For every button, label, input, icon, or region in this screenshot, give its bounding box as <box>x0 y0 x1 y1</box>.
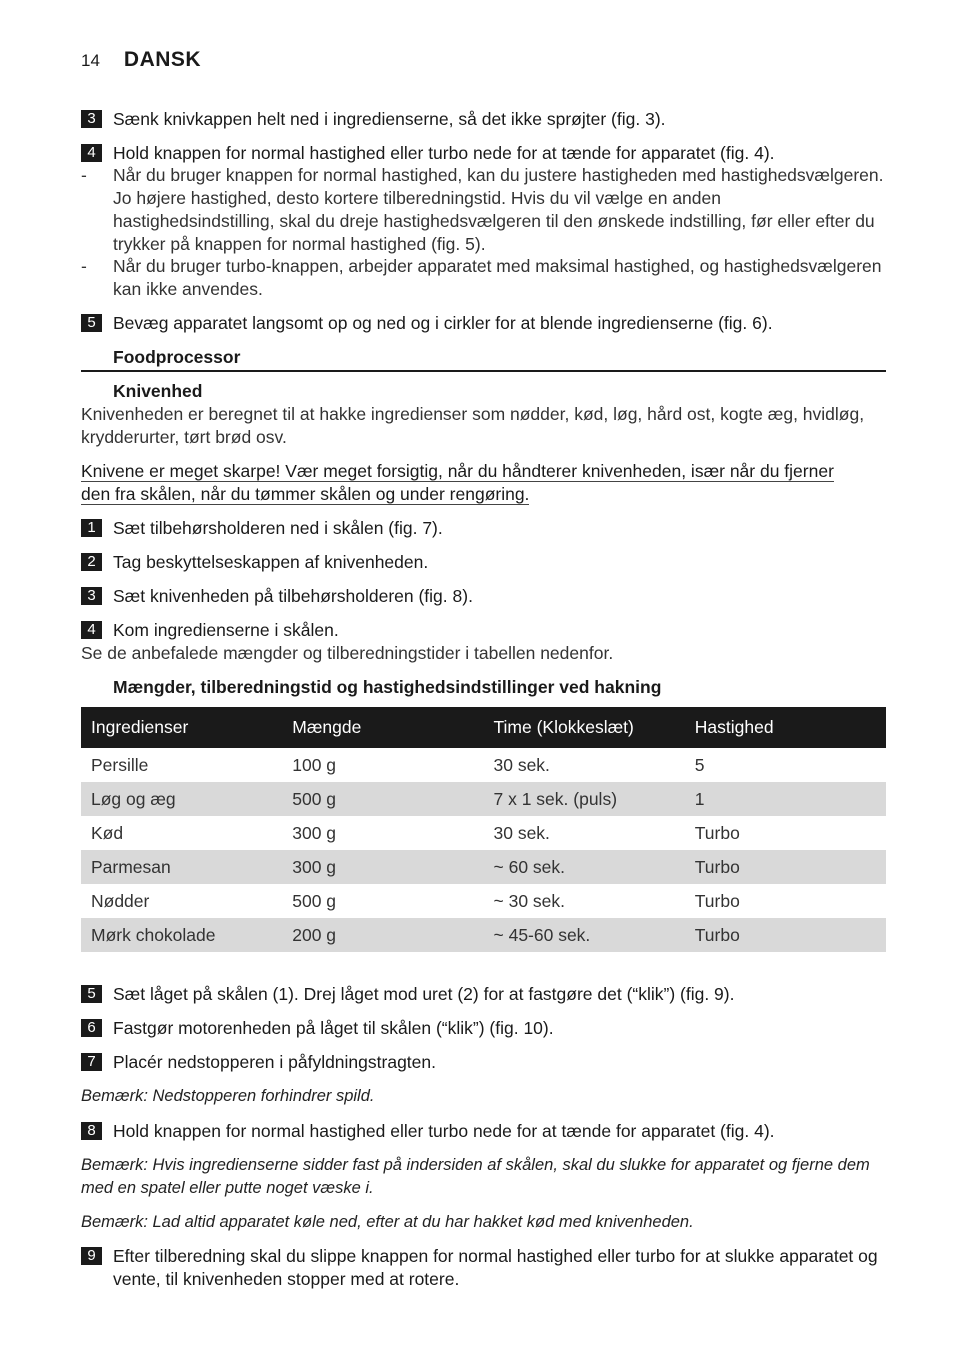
table-cell: 200 g <box>282 918 483 952</box>
step-item <box>81 551 886 574</box>
step-item <box>81 1017 886 1040</box>
table-cell: Persille <box>91 754 149 775</box>
table-cell: 300 g <box>282 850 483 884</box>
table-row <box>81 918 886 952</box>
table-cell: Nødder <box>91 890 150 911</box>
table-row <box>81 782 886 816</box>
step-item <box>81 1245 886 1291</box>
warning-line-2: den fra skålen, når du tømmer skålen og under rengøring. <box>81 484 530 504</box>
settings-table <box>81 707 886 952</box>
table-cell: 30 sek. <box>493 822 550 843</box>
step-number: 8 <box>81 1122 102 1140</box>
table-cell: Turbo <box>685 918 886 952</box>
step-number: 4 <box>81 144 102 162</box>
step-text: Placér nedstopperen i påfyldningstragten. <box>113 1052 436 1072</box>
table-cell: 100 g <box>292 754 337 775</box>
step-item <box>81 142 886 165</box>
note-text: Bemærk: Hvis ingredienserne sidder fast på indersiden af skålen, skal du slukke for apparatet og fjerne dem med en spatel eller putte noget væske i. <box>81 1156 870 1197</box>
table-cell: Turbo <box>685 850 886 884</box>
step-note: Se de anbefalede mængder og tilberedningstider i tabellen nedenfor. <box>81 643 614 663</box>
table-header-cell: Mængde <box>282 707 483 748</box>
step-number: 9 <box>81 1247 102 1265</box>
bullet-item <box>81 164 886 256</box>
bullet-text: Når du bruger knappen for normal hastighed, kan du justere hastigheden med hastighedsvælgeren. Jo højere hastighed, desto kortere tilberedningstid. Hvis du vil vælge en anden hastighedsindstilling, skal du dreje hastighedsvælgeren til den ønskede indstilling, før eller efter du trykker på knappen for normal hastighed (fig. 5). <box>113 165 884 254</box>
table-header-cell: Time (Klokkeslæt) <box>484 707 685 748</box>
step-number: 1 <box>81 519 102 537</box>
step-text: Kom ingredienserne i skålen. <box>113 620 339 640</box>
table-title: Mængder, tilberedningstid og hastighedsindstillinger ved hakning <box>113 677 662 697</box>
step-text: Sæt tilbehørsholderen ned i skålen (fig. 7). <box>113 518 443 538</box>
language-heading: DANSK <box>123 48 202 71</box>
step-number: 7 <box>81 1053 102 1071</box>
page-number: 14 <box>81 51 100 70</box>
step-item <box>81 983 886 1006</box>
note-text: Bemærk: Nedstopperen forhindrer spild. <box>81 1087 375 1105</box>
table-cell: Mørk chokolade <box>81 918 282 952</box>
warning-text <box>81 460 886 506</box>
step-item <box>81 108 886 131</box>
table-cell: ~ 30 sek. <box>493 890 566 911</box>
step-item <box>81 517 886 540</box>
section-title: Foodprocessor <box>113 347 241 367</box>
table-row <box>81 816 886 850</box>
table-cell: Turbo <box>694 822 740 843</box>
table-row <box>81 884 886 918</box>
table-cell: 300 g <box>292 822 337 843</box>
step-text: Tag beskyttelseskappen af knivenheden. <box>113 552 429 572</box>
note-text: Bemærk: Lad altid apparatet køle ned, efter at du har hakket kød med knivenheden. <box>81 1213 694 1231</box>
step-number: 2 <box>81 553 102 571</box>
table-cell: 500 g <box>282 782 483 816</box>
table-cell: Parmesan <box>81 850 282 884</box>
step-text: Bevæg apparatet langsomt op og ned og i cirkler for at blende ingredienserne (fig. 6). <box>113 313 773 333</box>
table-header-row <box>81 707 886 748</box>
step-number: 5 <box>81 314 102 332</box>
table-cell: 1 <box>685 782 886 816</box>
step-text: Fastgør motorenheden på låget til skålen (“klik”) (fig. 10). <box>113 1018 554 1038</box>
table-cell: Turbo <box>694 890 740 911</box>
step-text: Sæt låget på skålen (1). Drej låget mod uret (2) for at fastgøre det (“klik”) (fig. 9). <box>113 984 735 1004</box>
step-number: 5 <box>81 985 102 1003</box>
bullet-dash: - <box>81 256 87 276</box>
table-header-cell: Hastighed <box>685 707 886 748</box>
step-text: Hold knappen for normal hastighed eller turbo nede for at tænde for apparatet (fig. 4). <box>113 1121 775 1141</box>
table-cell: 7 x 1 sek. (puls) <box>484 782 685 816</box>
step-item <box>81 312 886 335</box>
step-item <box>81 1051 886 1074</box>
table-cell: Løg og æg <box>81 782 282 816</box>
step-text: Hold knappen for normal hastighed eller turbo nede for at tænde for apparatet (fig. 4). <box>113 143 775 163</box>
bullet-item <box>81 255 886 301</box>
table-cell: Kød <box>91 822 124 843</box>
step-number: 6 <box>81 1019 102 1037</box>
step-text: Efter tilberedning skal du slippe knappen for normal hastighed eller turbo for at slukke apparatet og vente, til knivenheden stopper med at rotere. <box>113 1246 878 1289</box>
table-cell: 30 sek. <box>493 754 550 775</box>
step-text: Sæt knivenheden på tilbehørsholderen (fig. 8). <box>113 586 473 606</box>
warning-line-1: Knivene er meget skarpe! Vær meget forsigtig, når du håndterer knivenheden, især når du fjerner <box>81 461 834 481</box>
table-cell: ~ 60 sek. <box>484 850 685 884</box>
table-cell: 500 g <box>292 890 337 911</box>
step-number: 3 <box>81 587 102 605</box>
table-cell: 5 <box>694 754 705 775</box>
step-item <box>81 619 886 642</box>
intro-paragraph: Knivenheden er beregnet til at hakke ingredienser som nødder, kød, løg, hård ost, kogte æg, hvidløg, krydderurter, tørt brød osv. <box>81 404 865 447</box>
section-divider <box>81 370 886 372</box>
subsection-title: Knivenhed <box>113 381 203 401</box>
bullet-dash: - <box>81 165 87 185</box>
page-header <box>81 48 201 72</box>
bullet-text: Når du bruger turbo-knappen, arbejder apparatet med maksimal hastighed, og hastighedsvælgeren kan ikke anvendes. <box>113 256 882 299</box>
table-row <box>81 748 886 782</box>
step-text: Sænk knivkappen helt ned i ingredienserne, så det ikke sprøjter (fig. 3). <box>113 109 666 129</box>
table-cell: ~ 45-60 sek. <box>484 918 685 952</box>
step-number: 3 <box>81 110 102 128</box>
step-item <box>81 1120 886 1143</box>
table-header-cell: Ingredienser <box>81 707 282 748</box>
step-item <box>81 585 886 608</box>
step-number: 4 <box>81 621 102 639</box>
table-row <box>81 850 886 884</box>
